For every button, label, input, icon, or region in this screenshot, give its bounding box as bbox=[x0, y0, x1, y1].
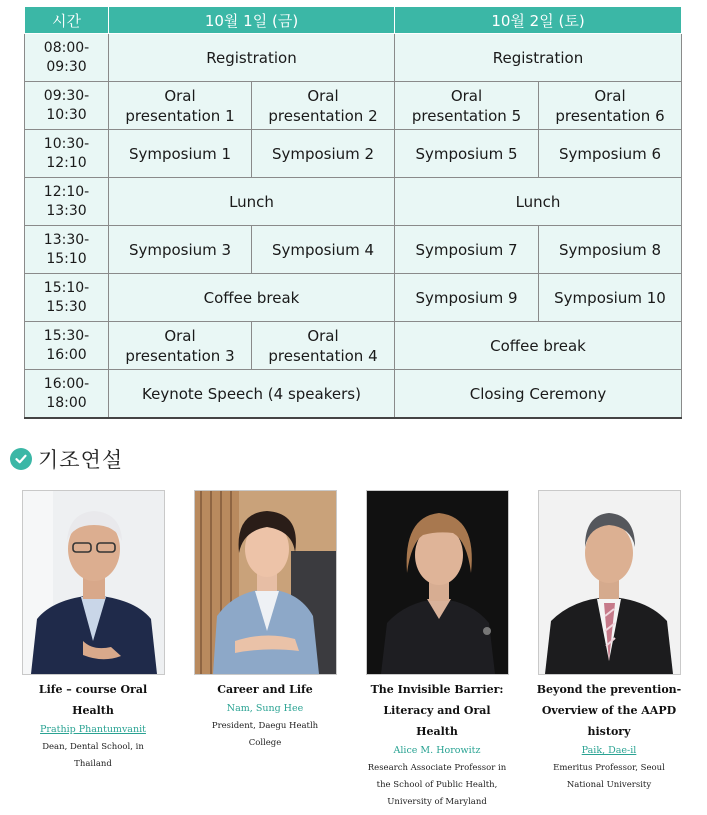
speaker-role: Emeritus Professor, Seoul National University bbox=[553, 763, 665, 790]
session-cell: Coffee break bbox=[109, 274, 395, 322]
schedule-header-row bbox=[25, 7, 682, 34]
speaker-photo bbox=[366, 490, 509, 675]
table-row bbox=[25, 34, 682, 82]
section-title: 기조연설 bbox=[38, 448, 124, 472]
session-cell: Symposium 3 bbox=[109, 226, 252, 274]
session-cell: Symposium 1 bbox=[109, 130, 252, 178]
time-cell: 10:30- 12:10 bbox=[25, 130, 109, 178]
table-row bbox=[25, 130, 682, 178]
speaker-name: Alice M. Horowitz bbox=[393, 745, 481, 756]
speaker-talk-title: Life – course Oral Health bbox=[38, 683, 148, 717]
table-row bbox=[25, 274, 682, 322]
header-day1: 10월 1일 (금) bbox=[109, 7, 395, 34]
session-cell: Registration bbox=[109, 34, 395, 82]
time-cell: 09:30- 10:30 bbox=[25, 82, 109, 130]
check-circle-icon bbox=[10, 448, 32, 470]
time-cell: 15:30- 16:00 bbox=[25, 322, 109, 370]
header-time: 시간 bbox=[25, 7, 109, 34]
session-cell: Oral presentation 4 bbox=[252, 322, 395, 370]
keynote-section-heading bbox=[10, 445, 123, 473]
table-row bbox=[25, 370, 682, 419]
session-cell: Keynote Speech (4 speakers) bbox=[109, 370, 395, 419]
speaker-card bbox=[190, 490, 340, 752]
speaker-photo bbox=[22, 490, 165, 675]
session-cell: Oral presentation 1 bbox=[109, 82, 252, 130]
session-cell: Symposium 8 bbox=[539, 226, 682, 274]
speaker-role: Research Associate Professor in the School of Public Health, University of Maryland bbox=[367, 763, 507, 807]
session-cell: Closing Ceremony bbox=[395, 370, 682, 419]
speaker-talk-title: Beyond the prevention- Overview of the AAPD history bbox=[536, 683, 682, 738]
speaker-card bbox=[18, 490, 168, 773]
session-cell: Symposium 6 bbox=[539, 130, 682, 178]
session-cell: Lunch bbox=[395, 178, 682, 226]
session-cell: Symposium 9 bbox=[395, 274, 539, 322]
session-cell: Registration bbox=[395, 34, 682, 82]
speaker-name: Nam, Sung Hee bbox=[226, 703, 304, 714]
time-cell: 13:30- 15:10 bbox=[25, 226, 109, 274]
speaker-role: Dean, Dental School, in Thailand bbox=[42, 742, 144, 769]
header-day2: 10월 2일 (토) bbox=[395, 7, 682, 34]
session-cell: Symposium 10 bbox=[539, 274, 682, 322]
speaker-photo bbox=[194, 490, 337, 675]
session-cell: Oral presentation 3 bbox=[109, 322, 252, 370]
table-row bbox=[25, 82, 682, 130]
speaker-photo bbox=[538, 490, 681, 675]
speaker-talk-title: Career and Life bbox=[217, 683, 313, 696]
speaker-name: Paik, Dae-il bbox=[581, 745, 637, 756]
session-cell: Symposium 4 bbox=[252, 226, 395, 274]
speaker-card bbox=[534, 490, 684, 794]
session-cell: Oral presentation 2 bbox=[252, 82, 395, 130]
speaker-name: Prathip Phantumvanit bbox=[40, 724, 146, 735]
session-cell: Coffee break bbox=[395, 322, 682, 370]
session-cell: Oral presentation 6 bbox=[539, 82, 682, 130]
time-cell: 15:10- 15:30 bbox=[25, 274, 109, 322]
time-cell: 08:00- 09:30 bbox=[25, 34, 109, 82]
session-cell: Symposium 7 bbox=[395, 226, 539, 274]
table-row bbox=[25, 178, 682, 226]
speaker-role: President, Daegu Heatlh College bbox=[211, 721, 319, 748]
speaker-card bbox=[362, 490, 512, 811]
schedule-table bbox=[24, 6, 682, 419]
session-cell: Oral presentation 5 bbox=[395, 82, 539, 130]
time-cell: 16:00- 18:00 bbox=[25, 370, 109, 419]
table-row bbox=[25, 322, 682, 370]
speaker-talk-title: The Invisible Barrier: Literacy and Oral Health bbox=[370, 683, 504, 738]
session-cell: Symposium 2 bbox=[252, 130, 395, 178]
session-cell: Lunch bbox=[109, 178, 395, 226]
time-cell: 12:10- 13:30 bbox=[25, 178, 109, 226]
table-row bbox=[25, 226, 682, 274]
session-cell: Symposium 5 bbox=[395, 130, 539, 178]
